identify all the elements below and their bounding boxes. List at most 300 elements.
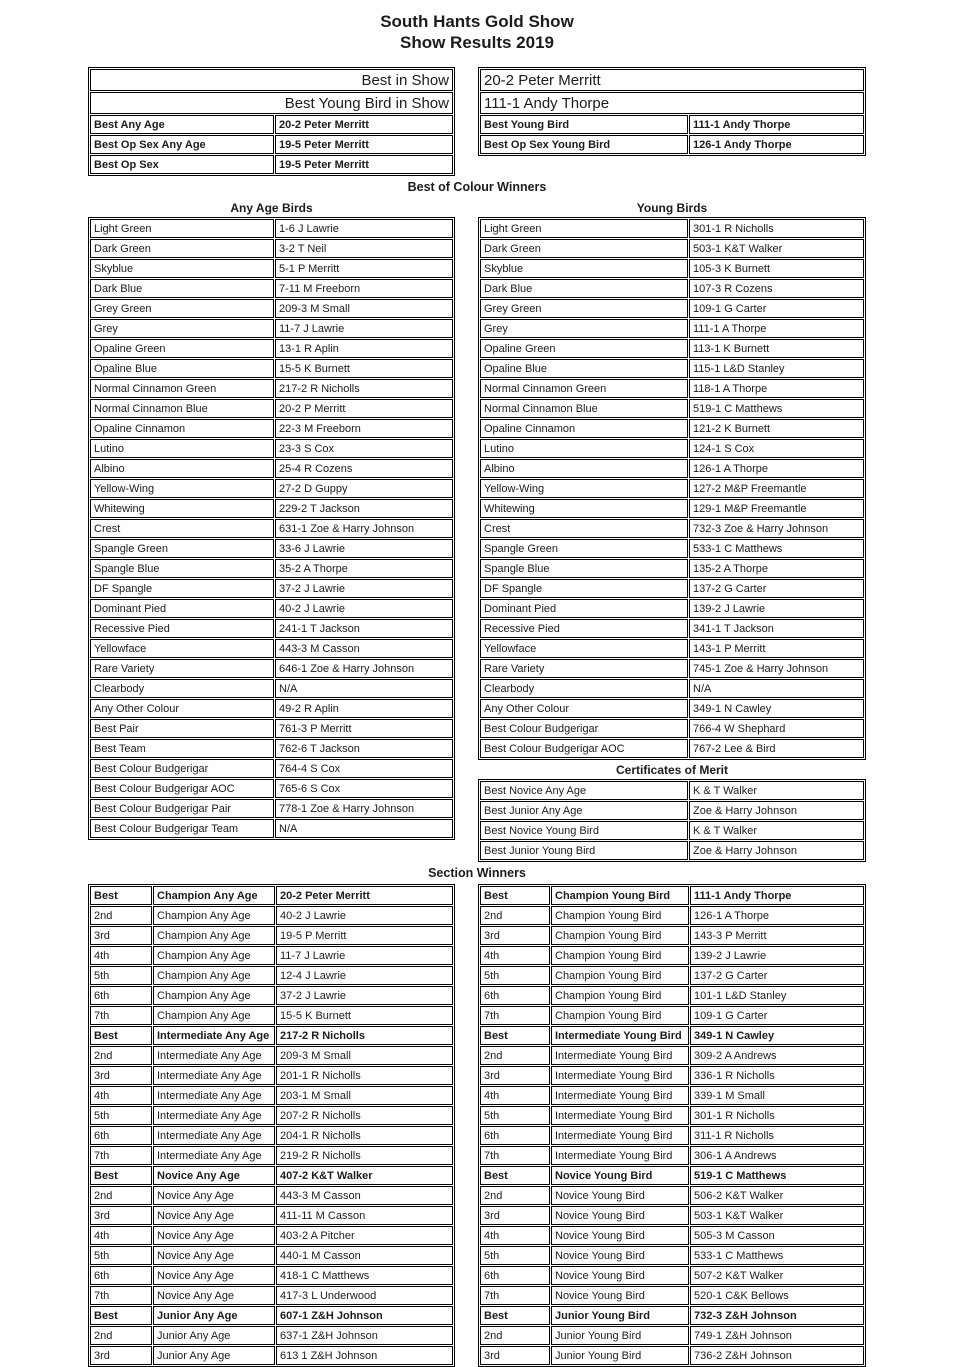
label-cell: Albino <box>90 459 274 478</box>
any-age-birds-heading: Any Age Birds <box>230 201 313 215</box>
label-cell: Normal Cinnamon Green <box>90 379 274 398</box>
winner-cell: 105-3 K Burnett <box>689 259 864 278</box>
label-cell: Normal Cinnamon Blue <box>90 399 274 418</box>
winner-cell: 139-2 J Lawrie <box>690 946 864 965</box>
label-cell: 3rd <box>480 1346 550 1365</box>
table-row <box>480 1226 864 1245</box>
winner-cell: 40-2 J Lawrie <box>275 599 453 618</box>
winner-cell: 764-4 S Cox <box>275 759 453 778</box>
table-row <box>480 399 864 418</box>
label-cell: Junior Any Age <box>153 1346 275 1365</box>
winner-cell: 137-2 G Carter <box>690 966 864 985</box>
best-in-show-section <box>88 67 866 176</box>
winner-cell: 23-3 S Cox <box>275 439 453 458</box>
winner-cell: 11-7 J Lawrie <box>276 946 453 965</box>
table-row <box>480 1026 864 1045</box>
label-cell: Junior Any Age <box>153 1306 275 1325</box>
label-cell: Best Op Sex Any Age <box>90 135 274 154</box>
table-row <box>480 906 864 925</box>
label-cell: Yellow-Wing <box>480 479 688 498</box>
label-cell: 6th <box>90 1126 152 1145</box>
table-row <box>90 1266 453 1285</box>
label-cell: 3rd <box>480 1066 550 1085</box>
table-row <box>90 966 453 985</box>
winner-cell: 209-3 M Small <box>275 299 453 318</box>
label-cell: Intermediate Any Age <box>153 1146 275 1165</box>
results-page <box>88 0 866 1367</box>
winner-cell: 109-1 G Carter <box>689 299 864 318</box>
label-cell: Best Novice Young Bird <box>480 821 688 840</box>
label-cell: 4th <box>480 1226 550 1245</box>
table-row <box>480 1046 864 1065</box>
label-cell: 5th <box>480 1246 550 1265</box>
winner-cell: 129-1 M&P Freemantle <box>689 499 864 518</box>
label-cell: 3rd <box>90 926 152 945</box>
label-cell: Best Colour Budgerigar AOC <box>90 779 274 798</box>
section-winners-heading: Section Winners <box>428 866 526 880</box>
table-row <box>480 439 864 458</box>
table-row <box>480 679 864 698</box>
label-cell: Skyblue <box>90 259 274 278</box>
winner-cell: 306-1 A Andrews <box>690 1146 864 1165</box>
table-row <box>90 759 453 778</box>
table-row <box>480 259 864 278</box>
winner-cell: 111-1 A Thorpe <box>689 319 864 338</box>
table-row <box>480 619 864 638</box>
label-cell: Rare Variety <box>480 659 688 678</box>
label-cell: 7th <box>90 1146 152 1165</box>
label-cell: Best Team <box>90 739 274 758</box>
winner-cell: 443-3 M Casson <box>275 639 453 658</box>
label-cell: Best Colour Budgerigar Pair <box>90 799 274 818</box>
label-cell: 5th <box>90 1246 152 1265</box>
label-cell: Novice Any Age <box>153 1206 275 1225</box>
winner-cell: 203-1 M Small <box>276 1086 453 1105</box>
winner-cell: 229-2 T Jackson <box>275 499 453 518</box>
table-row <box>480 279 864 298</box>
label-cell: Champion Any Age <box>153 946 275 965</box>
label-cell: 2nd <box>480 1046 550 1065</box>
table-row <box>90 659 453 678</box>
label-cell: Normal Cinnamon Blue <box>480 399 688 418</box>
table-row <box>90 639 453 658</box>
label-cell: Light Green <box>90 219 274 238</box>
label-cell: 3rd <box>480 1206 550 1225</box>
table-row <box>480 299 864 318</box>
table-row <box>90 115 453 134</box>
label-cell: 6th <box>90 1266 152 1285</box>
label-cell: 6th <box>480 1126 550 1145</box>
table-row <box>90 1326 453 1345</box>
table-row <box>480 319 864 338</box>
table-row <box>480 1306 864 1325</box>
table-row <box>90 1246 453 1265</box>
table-row <box>480 801 864 820</box>
winner-cell: 19-5 Peter Merritt <box>275 155 453 174</box>
label-cell: Grey Green <box>480 299 688 318</box>
label-cell: Novice Young Bird <box>551 1166 689 1185</box>
table-row <box>90 92 453 114</box>
table-row <box>480 1246 864 1265</box>
label-cell: Opaline Blue <box>480 359 688 378</box>
table-row <box>90 259 453 278</box>
table-row <box>480 1206 864 1225</box>
label-cell: 2nd <box>90 1046 152 1065</box>
winner-cell: 121-2 K Burnett <box>689 419 864 438</box>
label-cell: Best Young Bird <box>480 115 688 134</box>
label-cell: Best Colour Budgerigar AOC <box>480 739 688 758</box>
table-row <box>90 1206 453 1225</box>
best-in-show-any-age-table <box>88 67 455 176</box>
label-cell: Best <box>480 1306 550 1325</box>
banner-cell: 20-2 Peter Merritt <box>480 69 864 91</box>
table-row <box>90 155 453 174</box>
winner-cell: 19-5 Peter Merritt <box>275 135 453 154</box>
winner-cell: 20-2 Peter Merritt <box>275 115 453 134</box>
label-cell: Grey Green <box>90 299 274 318</box>
winner-cell: 25-4 R Cozens <box>275 459 453 478</box>
table-row <box>480 559 864 578</box>
label-cell: Best Junior Any Age <box>480 801 688 820</box>
table-row <box>480 719 864 738</box>
label-cell: 6th <box>480 986 550 1005</box>
winner-cell: 507-2 K&T Walker <box>690 1266 864 1285</box>
label-cell: 7th <box>480 1146 550 1165</box>
winner-cell: 607-1 Z&H Johnson <box>276 1306 453 1325</box>
winner-cell: 209-3 M Small <box>276 1046 453 1065</box>
label-cell: Novice Any Age <box>153 1166 275 1185</box>
label-cell: Champion Young Bird <box>551 906 689 925</box>
banner-cell: 111-1 Andy Thorpe <box>480 92 864 114</box>
winner-cell: 407-2 K&T Walker <box>276 1166 453 1185</box>
winner-cell: 201-1 R Nicholls <box>276 1066 453 1085</box>
table-row <box>480 986 864 1005</box>
table-row <box>480 599 864 618</box>
table-row <box>90 1306 453 1325</box>
winner-cell: 503-1 K&T Walker <box>689 239 864 258</box>
label-cell: Best Pair <box>90 719 274 738</box>
winner-cell: 418-1 C Matthews <box>276 1266 453 1285</box>
winner-cell: 113-1 K Burnett <box>689 339 864 358</box>
table-row <box>90 1106 453 1125</box>
table-row <box>480 239 864 258</box>
table-row <box>480 115 864 134</box>
table-row <box>90 1066 453 1085</box>
label-cell: 4th <box>90 1226 152 1245</box>
winner-cell: 118-1 A Thorpe <box>689 379 864 398</box>
label-cell: Any Other Colour <box>480 699 688 718</box>
label-cell: Intermediate Any Age <box>153 1066 275 1085</box>
certificates-heading: Certificates of Merit <box>615 763 729 777</box>
winner-cell: 35-2 A Thorpe <box>275 559 453 578</box>
winner-cell: 137-2 G Carter <box>689 579 864 598</box>
label-cell: Novice Any Age <box>153 1226 275 1245</box>
winner-cell: 13-1 R Aplin <box>275 339 453 358</box>
table-row <box>90 279 453 298</box>
label-cell: Opaline Cinnamon <box>90 419 274 438</box>
winner-cell: 40-2 J Lawrie <box>276 906 453 925</box>
label-cell: Best <box>90 1026 152 1045</box>
label-cell: Albino <box>480 459 688 478</box>
label-cell: Lutino <box>90 439 274 458</box>
table-row <box>90 419 453 438</box>
table-row <box>90 599 453 618</box>
label-cell: Novice Any Age <box>153 1246 275 1265</box>
label-cell: Spangle Blue <box>480 559 688 578</box>
table-row <box>480 1066 864 1085</box>
label-cell: Normal Cinnamon Green <box>480 379 688 398</box>
label-cell: Champion Any Age <box>153 926 275 945</box>
label-cell: Skyblue <box>480 259 688 278</box>
label-cell: Best <box>90 1166 152 1185</box>
table-row <box>90 579 453 598</box>
winner-cell: 533-1 C Matthews <box>690 1246 864 1265</box>
label-cell: 5th <box>480 966 550 985</box>
table-row <box>480 69 864 91</box>
label-cell: Spangle Green <box>90 539 274 558</box>
label-cell: Best <box>480 886 550 905</box>
table-row <box>90 439 453 458</box>
table-row <box>480 1086 864 1105</box>
winner-cell: 506-2 K&T Walker <box>690 1186 864 1205</box>
label-cell: Recessive Pied <box>480 619 688 638</box>
winner-cell: 143-1 P Merritt <box>689 639 864 658</box>
label-cell: Novice Any Age <box>153 1266 275 1285</box>
winner-cell: 115-1 L&D Stanley <box>689 359 864 378</box>
label-cell: 7th <box>90 1286 152 1305</box>
label-cell: Dark Green <box>90 239 274 258</box>
winner-cell: 765-6 S Cox <box>275 779 453 798</box>
winner-cell: 505-3 M Casson <box>690 1226 864 1245</box>
label-cell: Opaline Cinnamon <box>480 419 688 438</box>
table-row <box>480 1126 864 1145</box>
winner-cell: 139-2 J Lawrie <box>689 599 864 618</box>
label-cell: Best Colour Budgerigar <box>480 719 688 738</box>
winner-cell: 349-1 N Cawley <box>689 699 864 718</box>
winner-cell: 20-2 Peter Merritt <box>276 886 453 905</box>
table-row <box>90 1146 453 1165</box>
table-row <box>480 739 864 758</box>
winner-cell: 11-7 J Lawrie <box>275 319 453 338</box>
winner-cell: K & T Walker <box>689 821 864 840</box>
label-cell: Champion Any Age <box>153 886 275 905</box>
winner-cell: 520-1 C&K Bellows <box>690 1286 864 1305</box>
label-cell: Champion Young Bird <box>551 946 689 965</box>
section-winners-young-bird-table <box>478 884 866 1367</box>
table-row <box>90 886 453 905</box>
label-cell: Best <box>90 1306 152 1325</box>
label-cell: Any Other Colour <box>90 699 274 718</box>
table-row <box>90 539 453 558</box>
label-cell: Intermediate Young Bird <box>551 1066 689 1085</box>
winner-cell: 732-3 Zoe & Harry Johnson <box>689 519 864 538</box>
table-row <box>90 399 453 418</box>
label-cell: Intermediate Any Age <box>153 1126 275 1145</box>
table-row <box>480 539 864 558</box>
table-row <box>480 1006 864 1025</box>
label-cell: 2nd <box>90 1186 152 1205</box>
table-row <box>90 1006 453 1025</box>
winner-cell: 766-4 W Shephard <box>689 719 864 738</box>
table-row <box>480 926 864 945</box>
table-row <box>480 579 864 598</box>
winner-cell: N/A <box>689 679 864 698</box>
winner-cell: 403-2 A Pitcher <box>276 1226 453 1245</box>
winner-cell: 127-2 M&P Freemantle <box>689 479 864 498</box>
colour-winners-heading: Best of Colour Winners <box>407 180 547 194</box>
table-row <box>90 946 453 965</box>
winner-cell: 20-2 P Merritt <box>275 399 453 418</box>
label-cell: 5th <box>90 966 152 985</box>
winner-cell: 111-1 Andy Thorpe <box>689 115 864 134</box>
table-row <box>480 135 864 154</box>
label-cell: Whitewing <box>90 499 274 518</box>
table-row <box>90 1086 453 1105</box>
label-cell: 7th <box>90 1006 152 1025</box>
label-cell: Dominant Pied <box>90 599 274 618</box>
section-winners-any-age-table <box>88 884 455 1367</box>
label-cell: Junior Young Bird <box>551 1346 689 1365</box>
label-cell: Intermediate Young Bird <box>551 1106 689 1125</box>
table-row <box>90 239 453 258</box>
label-cell: 4th <box>480 1086 550 1105</box>
label-cell: Champion Young Bird <box>551 986 689 1005</box>
label-cell: Dark Blue <box>480 279 688 298</box>
banner-cell: Best in Show <box>90 69 453 91</box>
label-cell: Best Colour Budgerigar <box>90 759 274 778</box>
table-row <box>480 886 864 905</box>
label-cell: 2nd <box>90 906 152 925</box>
table-row <box>90 499 453 518</box>
table-row <box>90 69 453 91</box>
label-cell: Intermediate Any Age <box>153 1086 275 1105</box>
table-row <box>480 1146 864 1165</box>
winner-cell: 503-1 K&T Walker <box>690 1206 864 1225</box>
table-row <box>480 1346 864 1365</box>
table-row <box>90 1346 453 1365</box>
winner-cell: 101-1 L&D Stanley <box>690 986 864 1005</box>
label-cell: Best <box>480 1166 550 1185</box>
label-cell: DF Spangle <box>480 579 688 598</box>
table-row <box>480 1186 864 1205</box>
table-row <box>90 906 453 925</box>
table-row <box>90 359 453 378</box>
label-cell: 4th <box>90 946 152 965</box>
label-cell: Intermediate Young Bird <box>551 1146 689 1165</box>
label-cell: 2nd <box>90 1326 152 1345</box>
winner-cell: 109-1 G Carter <box>690 1006 864 1025</box>
winner-cell: 107-3 R Cozens <box>689 279 864 298</box>
table-row <box>90 1126 453 1145</box>
table-row <box>480 946 864 965</box>
winner-cell: 7-11 M Freeborn <box>275 279 453 298</box>
section-winners-section <box>88 884 866 1367</box>
label-cell: 7th <box>480 1006 550 1025</box>
label-cell: 3rd <box>90 1066 152 1085</box>
winner-cell: N/A <box>275 679 453 698</box>
label-cell: 5th <box>480 1106 550 1125</box>
label-cell: Novice Any Age <box>153 1286 275 1305</box>
table-row <box>480 1326 864 1345</box>
label-cell: Dark Blue <box>90 279 274 298</box>
winner-cell: 1-6 J Lawrie <box>275 219 453 238</box>
table-row <box>480 781 864 800</box>
winner-cell: 417-3 L Underwood <box>276 1286 453 1305</box>
winner-cell: 15-5 K Burnett <box>275 359 453 378</box>
winner-cell: 349-1 N Cawley <box>690 1026 864 1045</box>
label-cell: 5th <box>90 1106 152 1125</box>
label-cell: Best Junior Young Bird <box>480 841 688 860</box>
table-row <box>480 519 864 538</box>
label-cell: 2nd <box>480 906 550 925</box>
label-cell: Best Op Sex <box>90 155 274 174</box>
label-cell: Crest <box>480 519 688 538</box>
label-cell: Best Novice Any Age <box>480 781 688 800</box>
table-row <box>480 1286 864 1305</box>
table-row <box>90 986 453 1005</box>
table-row <box>480 459 864 478</box>
label-cell: Intermediate Young Bird <box>551 1126 689 1145</box>
label-cell: 3rd <box>90 1206 152 1225</box>
winner-cell: 111-1 Andy Thorpe <box>690 886 864 905</box>
winner-cell: 736-2 Z&H Johnson <box>690 1346 864 1365</box>
label-cell: Intermediate Any Age <box>153 1046 275 1065</box>
label-cell: Light Green <box>480 219 688 238</box>
winner-cell: 762-6 T Jackson <box>275 739 453 758</box>
table-row <box>90 619 453 638</box>
label-cell: 6th <box>480 1266 550 1285</box>
best-in-show-young-bird-table <box>478 67 866 156</box>
table-row <box>90 379 453 398</box>
label-cell: DF Spangle <box>90 579 274 598</box>
table-row <box>90 339 453 358</box>
table-row <box>480 1266 864 1285</box>
table-row <box>90 319 453 338</box>
winner-cell: 336-1 R Nicholls <box>690 1066 864 1085</box>
label-cell: Opaline Green <box>480 339 688 358</box>
label-cell: 3rd <box>480 926 550 945</box>
winner-cell: 440-1 M Casson <box>276 1246 453 1265</box>
winner-cell: 341-1 T Jackson <box>689 619 864 638</box>
table-row <box>480 359 864 378</box>
label-cell: Dominant Pied <box>480 599 688 618</box>
winner-cell: 33-6 J Lawrie <box>275 539 453 558</box>
winner-cell: 37-2 J Lawrie <box>275 579 453 598</box>
label-cell: Novice Young Bird <box>551 1286 689 1305</box>
table-row <box>480 659 864 678</box>
label-cell: Champion Young Bird <box>551 1006 689 1025</box>
table-row <box>90 799 453 818</box>
label-cell: Whitewing <box>480 499 688 518</box>
table-row <box>90 779 453 798</box>
label-cell: Yellowface <box>480 639 688 658</box>
label-cell: Rare Variety <box>90 659 274 678</box>
winner-cell: 761-3 P Merritt <box>275 719 453 738</box>
page-title-line2: Show Results 2019 <box>399 33 554 52</box>
label-cell: Yellow-Wing <box>90 479 274 498</box>
table-row <box>90 1026 453 1045</box>
winner-cell: 631-1 Zoe & Harry Johnson <box>275 519 453 538</box>
winner-cell: Zoe & Harry Johnson <box>689 841 864 860</box>
winner-cell: 204-1 R Nicholls <box>276 1126 453 1145</box>
table-row <box>480 92 864 114</box>
table-row <box>480 821 864 840</box>
page-title-line1: South Hants Gold Show <box>380 12 574 31</box>
winner-cell: N/A <box>275 819 453 838</box>
label-cell: Junior Young Bird <box>551 1306 689 1325</box>
table-row <box>90 699 453 718</box>
table-row <box>90 559 453 578</box>
